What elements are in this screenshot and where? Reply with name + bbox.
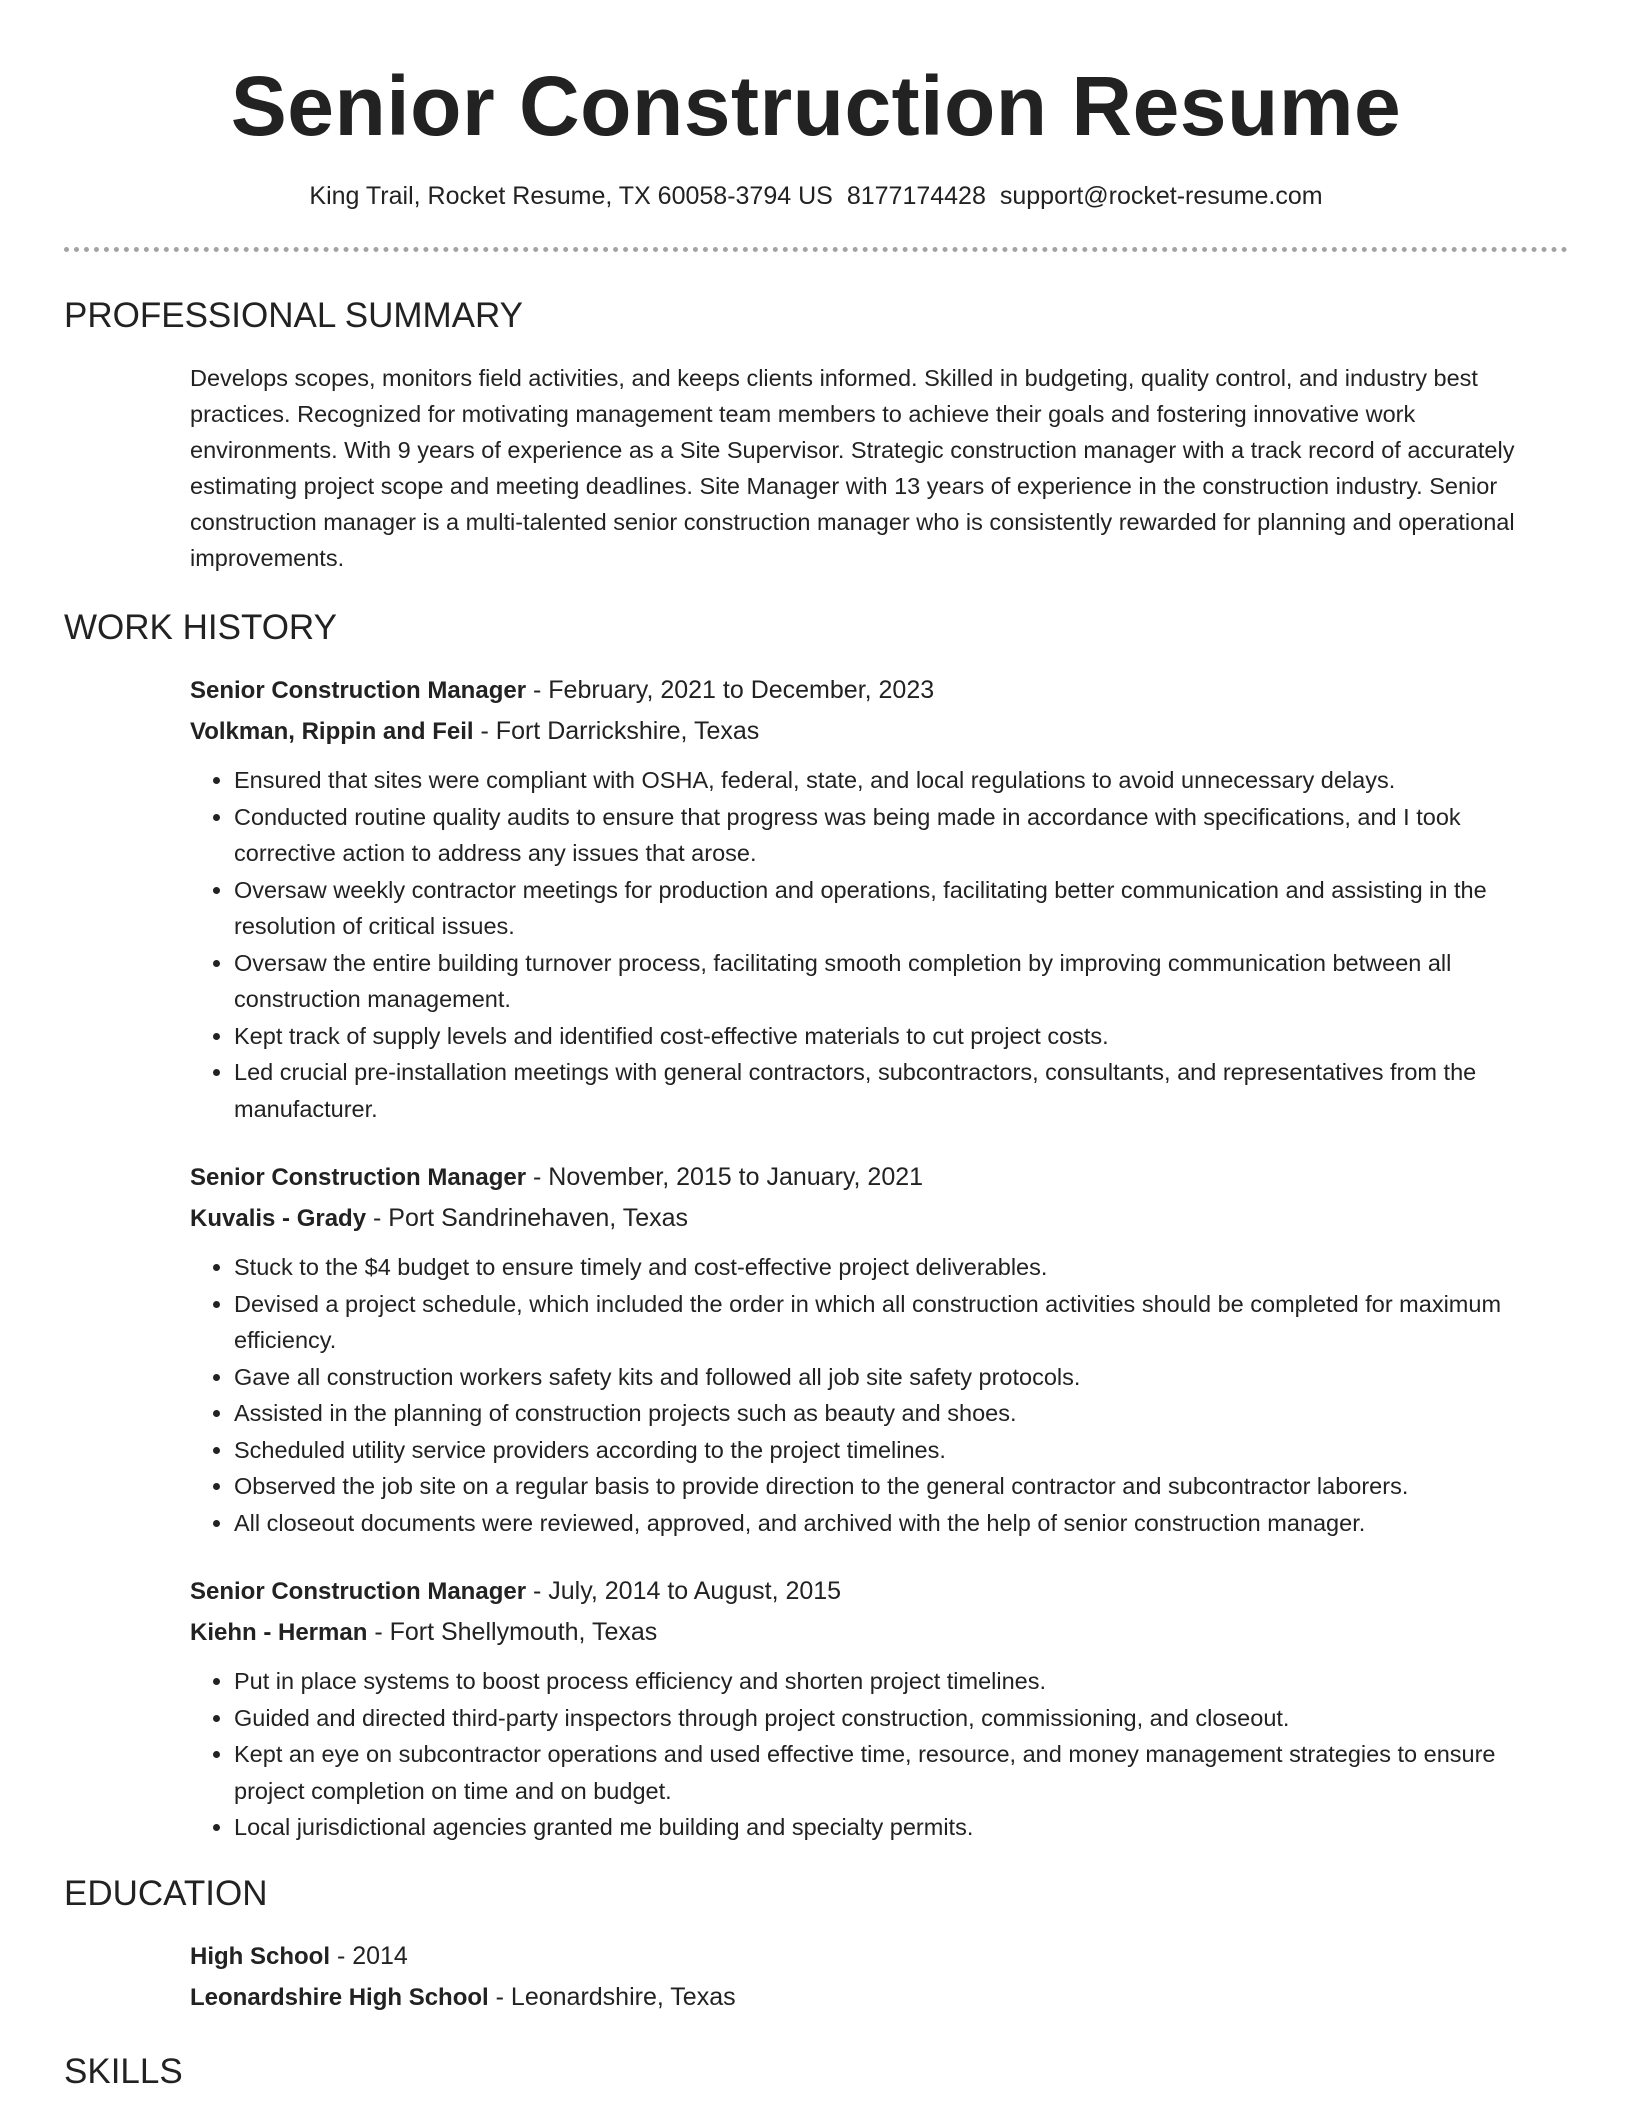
- job-dates: - February, 2021 to December, 2023: [526, 676, 935, 704]
- list-item: • Oversaw weekly contractor meetings for production and operations, facilitating better communication and assisting in the resolution of critical issues.: [234, 872, 1568, 945]
- job-title-line: [190, 1571, 1568, 1612]
- list-item: • Scheduled utility service providers according to the project timelines.: [234, 1432, 1568, 1469]
- job-entry: [190, 670, 1568, 1127]
- job-company: Kiehn - Herman: [190, 1619, 368, 1646]
- job-company: Volkman, Rippin and Feil: [190, 718, 474, 745]
- education-degree-line: [190, 1936, 1568, 1977]
- job-location: - Fort Shellymouth, Texas: [367, 1618, 658, 1646]
- job-entry: [190, 1571, 1568, 1846]
- job-company-line: [190, 1198, 1568, 1239]
- list-item: • Gave all construction workers safety kits and followed all job site safety protocols.: [234, 1359, 1568, 1396]
- job-dates: - July, 2014 to August, 2015: [526, 1577, 842, 1605]
- header-divider: [64, 247, 1568, 252]
- list-item: • All closeout documents were reviewed, approved, and archived with the help of senior construction manager.: [234, 1505, 1568, 1542]
- contact-line: [0, 182, 1632, 211]
- job-location: - Fort Darrickshire, Texas: [473, 717, 760, 745]
- list-item: • Local jurisdictional agencies granted me building and specialty permits.: [234, 1809, 1568, 1846]
- job-company: Kuvalis - Grady: [190, 1205, 367, 1232]
- skills-section: [64, 2052, 1568, 2092]
- summary-heading: PROFESSIONAL SUMMARY: [64, 296, 523, 335]
- list-item: • Kept an eye on subcontractor operations and used effective time, resource, and money management strategies to ensure project completion on time and on budget.: [234, 1736, 1568, 1809]
- summary-section: [64, 296, 1568, 576]
- job-bullets: [190, 1663, 1568, 1846]
- education-entry: [190, 1936, 1568, 2018]
- list-item: • Ensured that sites were compliant with OSHA, federal, state, and local regulations to avoid unnecessary delays.: [234, 762, 1568, 799]
- job-bullets: [190, 762, 1568, 1127]
- job-company-line: [190, 1612, 1568, 1653]
- contact-email: support@rocket-resume.com: [999, 182, 1323, 210]
- job-title-line: [190, 1157, 1568, 1198]
- skills-heading: SKILLS: [64, 2051, 183, 2091]
- education-school: Leonardshire High School: [190, 1983, 489, 2011]
- list-item: • Oversaw the entire building turnover process, facilitating smooth completion by improving communication between all construction management.: [234, 945, 1568, 1018]
- job-dates: - November, 2015 to January, 2021: [526, 1163, 924, 1191]
- job-role: Senior Construction Manager: [190, 1164, 527, 1191]
- list-item: • Stuck to the $4 budget to ensure timely and cost-effective project deliverables.: [234, 1249, 1568, 1286]
- work-history-heading: WORK HISTORY: [64, 608, 337, 647]
- education-degree: High School: [190, 1942, 330, 1970]
- job-role: Senior Construction Manager: [190, 1578, 527, 1605]
- summary-text: Develops scopes, monitors field activities, and keeps clients informed. Skilled in budgeting, quality control, and industry best practices. Recognized for motivating management team members to achieve their goals and fostering innovative work environments. With 9 years of experience as a Site Supervisor. Strategic construction manager with a track record of accurately estimating project scope and meeting deadlines. Site Manager with 13 years of experience in the construction industry. Senior construction manager is a multi-talented senior construction manager who is consistently rewarded for planning and operational improvements.: [190, 365, 1515, 571]
- education-location: - Leonardshire, Texas: [488, 1982, 736, 2011]
- contact-address: King Trail, Rocket Resume, TX 60058-3794 US: [309, 182, 833, 210]
- list-item: • Assisted in the planning of construction projects such as beauty and shoes.: [234, 1395, 1568, 1432]
- job-title-line: [190, 670, 1568, 711]
- education-section: [64, 1874, 1568, 2018]
- education-school-line: [190, 1977, 1568, 2018]
- job-company-line: [190, 711, 1568, 752]
- list-item: • Led crucial pre-installation meetings with general contractors, subcontractors, consultants, and representatives from the manufacturer.: [234, 1054, 1568, 1127]
- contact-phone: 8177174428: [846, 182, 986, 210]
- education-heading: EDUCATION: [64, 1873, 268, 1913]
- list-item: • Guided and directed third-party inspectors through project construction, commissioning, and closeout.: [234, 1700, 1568, 1737]
- list-item: • Put in place systems to boost process efficiency and shorten project timelines.: [234, 1663, 1568, 1700]
- job-location: - Port Sandrinehaven, Texas: [366, 1204, 689, 1232]
- list-item: • Devised a project schedule, which included the order in which all construction activities should be completed for maximum efficiency.: [234, 1286, 1568, 1359]
- work-history-section: [64, 608, 1568, 1846]
- resume-title: Senior Construction Resume: [230, 59, 1402, 153]
- list-item: • Observed the job site on a regular basis to provide direction to the general contractor and subcontractor laborers.: [234, 1468, 1568, 1505]
- list-item: • Kept track of supply levels and identified cost-effective materials to cut project costs.: [234, 1018, 1568, 1055]
- list-item: • Conducted routine quality audits to ensure that progress was being made in accordance with specifications, and I took corrective action to address any issues that arose.: [234, 799, 1568, 872]
- job-entry: [190, 1157, 1568, 1541]
- job-role: Senior Construction Manager: [190, 677, 527, 704]
- job-bullets: [190, 1249, 1568, 1541]
- education-year: - 2014: [330, 1941, 408, 1970]
